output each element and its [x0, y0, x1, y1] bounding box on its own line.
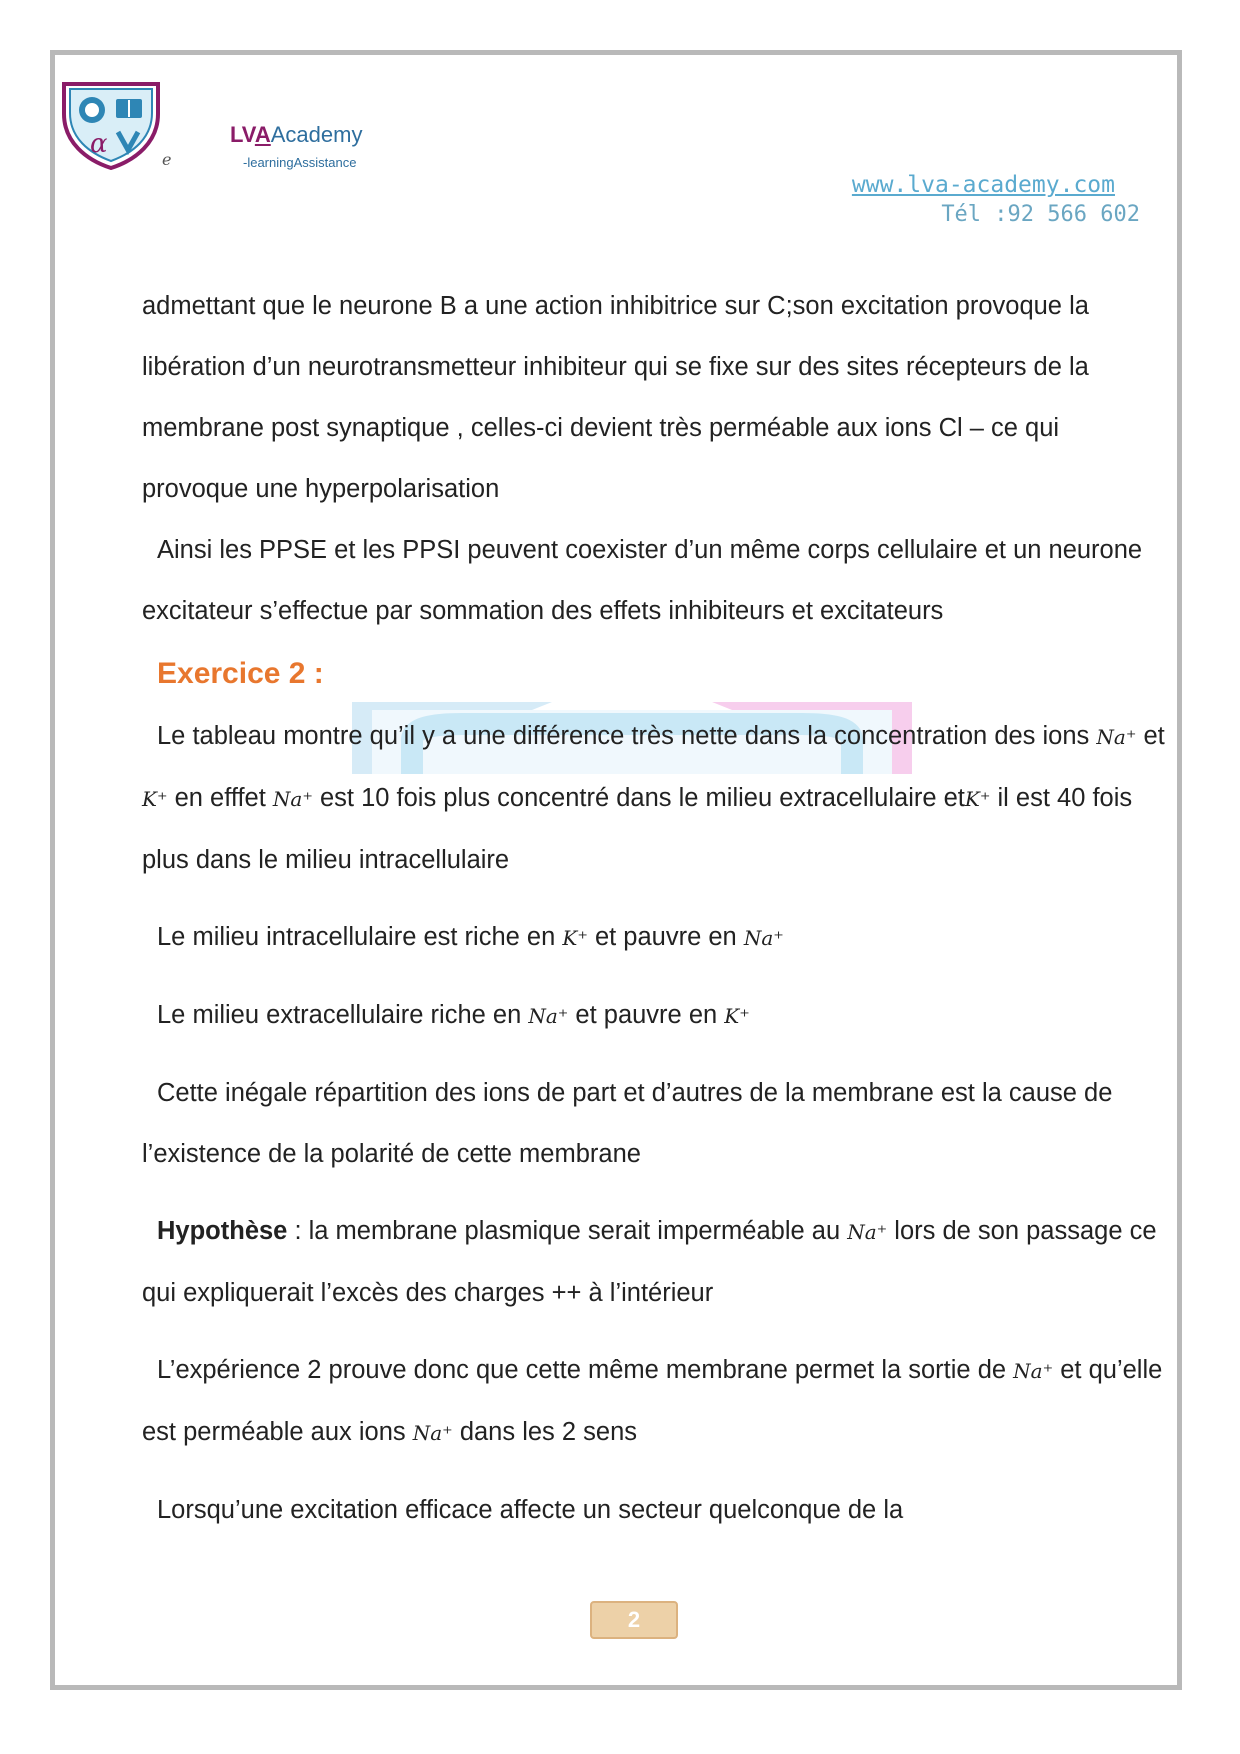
paragraph: Hypothèse : la membrane plasmique serait imperméable au Na⁺ lors de son passage ce qui expliquerait l’excès des charges ++ à l’intérieur: [142, 1217, 1157, 1307]
website-link[interactable]: www.lva-academy.com: [851, 172, 1115, 198]
na-ion-symbol: Na⁺: [743, 926, 784, 950]
brand-name: LVAAcademy: [230, 122, 363, 147]
k-ion-symbol: K⁺: [964, 787, 991, 811]
paragraph: Lorsqu’une excitation efficace affecte un secteur quelconque de la: [157, 1496, 904, 1524]
na-ion-symbol: Na⁺: [847, 1220, 888, 1244]
phone-number: Tél :92 566 602: [941, 202, 1140, 227]
svg-text:α: α: [90, 129, 108, 159]
k-ion-symbol: K⁺: [562, 926, 588, 950]
paragraph: L’expérience 2 prouve donc que cette même membrane permet la sortie de Na⁺ et qu’elle est perméable aux ions Na⁺ dans les 2 sens: [142, 1356, 1163, 1446]
brand-tagline: -learningAssistance: [243, 155, 357, 170]
lva-academy-logo: [58, 80, 164, 170]
hypothesis-label: Hypothèse: [157, 1217, 288, 1245]
na-ion-symbol: Na⁺: [412, 1421, 453, 1445]
paragraph: admettant que le neurone B a une action inhibitrice sur C;son excitation provoque la libération d’un neurotransmetteur inhibiteur qui se fixe sur des sites récepteurs de la membrane post synaptique , celles-ci devient très perméable aux ions Cl – ce qui provoque une hyperpolarisation: [142, 292, 1089, 503]
na-ion-symbol: Na⁺: [272, 787, 313, 811]
paragraph: Le tableau montre qu’il y a une différence très nette dans la concentration des ions Na⁺ et K⁺ en efffet Na⁺ est 10 fois plus concentré dans le milieu extracellulaire etK⁺ il est 40 fois plus dans le milieu intracellulaire: [142, 722, 1165, 874]
page-number: 2: [590, 1601, 678, 1639]
paragraph: Cette inégale répartition des ions de part et d’autres de la membrane est la cause de l’existence de la polarité de cette membrane: [142, 1079, 1113, 1168]
logo-letter: e: [162, 150, 172, 169]
na-ion-symbol: Na⁺: [1096, 725, 1137, 749]
na-ion-symbol: Na⁺: [1013, 1359, 1054, 1383]
k-ion-symbol: K⁺: [142, 787, 168, 811]
paragraph: Le milieu intracellulaire est riche en K⁺ et pauvre en Na⁺: [157, 923, 784, 951]
paragraph: Ainsi les PPSE et les PPSI peuvent coexister d’un même corps cellulaire et un neurone excitateur s’effectue par sommation des effets inhibiteurs et excitateurs: [142, 536, 1143, 625]
document-body: [142, 276, 1172, 1541]
k-ion-symbol: K⁺: [724, 1004, 750, 1028]
na-ion-symbol: Na⁺: [528, 1004, 569, 1028]
exercise-heading: Exercice 2 :: [157, 657, 324, 690]
paragraph: Le milieu extracellulaire riche en Na⁺ et pauvre en K⁺: [157, 1001, 750, 1029]
